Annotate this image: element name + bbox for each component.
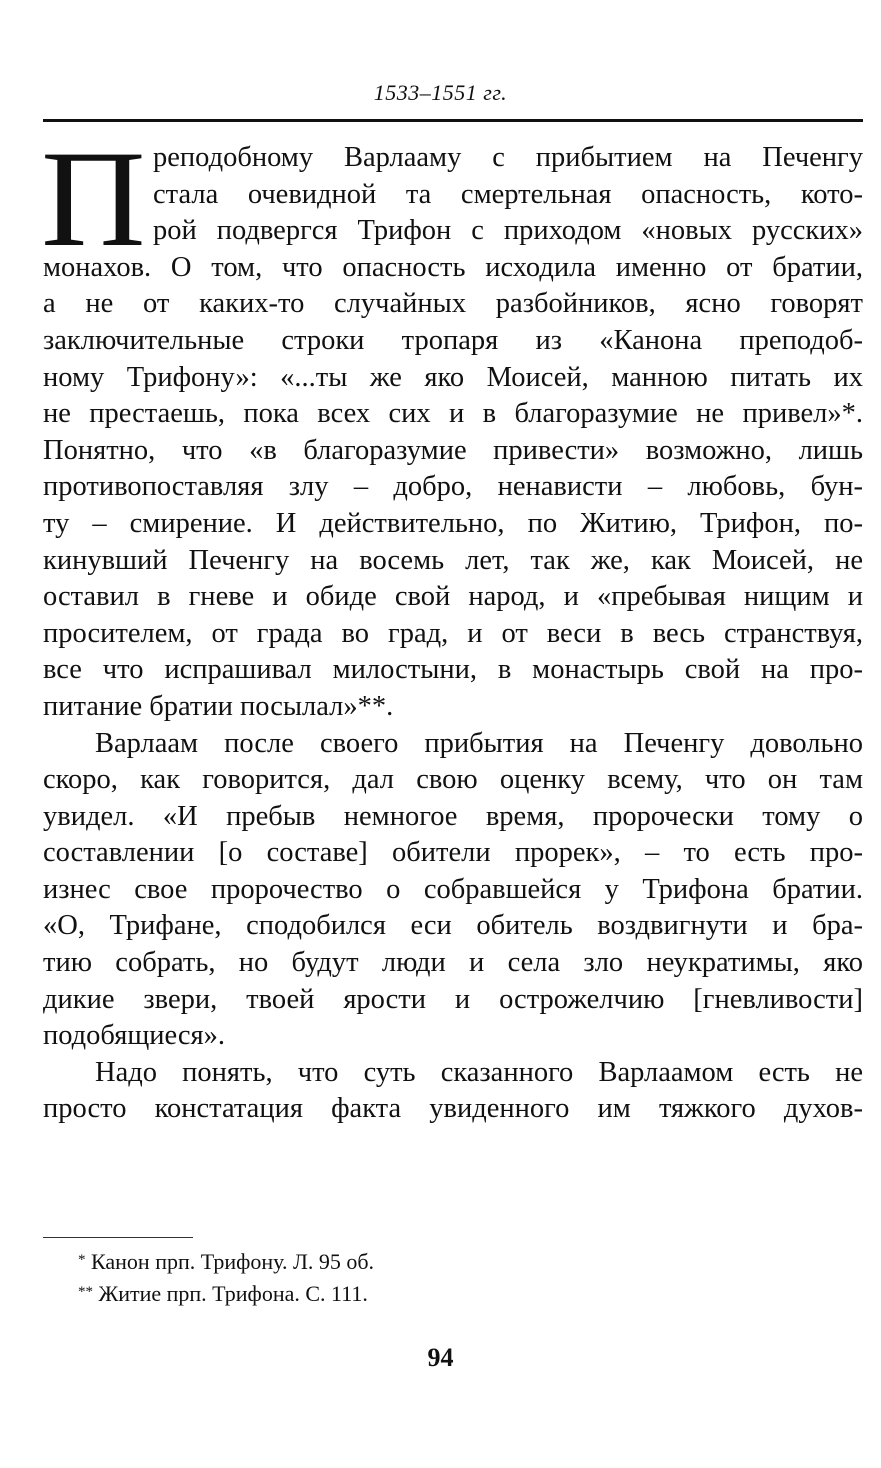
- text-line: Надо понять, что суть сказанного Варлаамом есть не: [95, 1056, 863, 1088]
- text-line: все что испрашивал милостыни, в монастырь свой на про-: [43, 654, 863, 686]
- header-rule: [43, 119, 863, 122]
- text-line: просителем, от града во град, и от веси в весь странствуя,: [43, 617, 863, 649]
- text-line: изнес свое пророчество о собравшейся у Трифона братии.: [43, 873, 863, 905]
- text-line: противопоставляя злу – добро, ненависти – любовь, бун-: [43, 471, 863, 503]
- text-line: скоро, как говорится, дал свою оценку всему, что он там: [43, 764, 863, 796]
- footnote-mark: **: [78, 1284, 93, 1300]
- text-line: составлении [о составе] обители прорек», – то есть про-: [43, 837, 863, 869]
- text-line: кинувший Печенгу на восемь лет, так же, как Моисей, не: [43, 544, 863, 576]
- text-line: реподобному Варлааму с прибытием на Печенгу: [153, 142, 863, 173]
- page-number: 94: [427, 1343, 454, 1372]
- footnote-rule: [43, 1237, 193, 1238]
- footnote: [78, 1246, 374, 1278]
- text-line: заключительные строки тропаря из «Канона преподоб-: [43, 324, 863, 356]
- text-line: а не от каких-то случайных разбойников, ясно говорят: [43, 288, 863, 320]
- footnotes: [78, 1246, 374, 1310]
- text-line: Понятно, что «в благоразумие привести» возможно, лишь: [43, 434, 863, 466]
- text-line: тию собрать, но будут люди и села зло неукратимы, яко: [43, 947, 863, 979]
- text-line: Варлаам после своего прибытия на Печенгу довольно: [95, 727, 863, 759]
- text-line: рой подвергся Трифон с приходом «новых русских»: [153, 215, 863, 247]
- text-line: подобящиеся».: [43, 1020, 226, 1052]
- footnote-text: Канон прп. Трифону. Л. 95 об.: [91, 1249, 375, 1274]
- text-line: монахов. О том, что опасность исходила именно от братии,: [43, 251, 863, 283]
- text-line: не престаешь, пока всех сих и в благоразумие не привел»*.: [43, 398, 863, 430]
- footnote: [78, 1278, 374, 1310]
- text-line: оставил в гневе и обиде свой народ, и «пребывая нищим и: [43, 581, 863, 613]
- text-line: ту – смирение. И действительно, по Житию, Трифон, по-: [43, 507, 863, 539]
- text-line: дикие звери, твоей ярости и острожелчию [гневливости]: [43, 983, 863, 1015]
- footnote-mark: *: [78, 1252, 86, 1268]
- text-line: просто констатация факта увиденного им тяжкого духов-: [43, 1093, 863, 1125]
- running-head: 1533–1551 гг.: [373, 80, 508, 105]
- text-line: ному Трифону»: «...ты же яко Моисей, манною питать их: [43, 361, 863, 393]
- text-line: питание братии посылал»**.: [43, 690, 394, 722]
- text-line: стала очевидной та смертельная опасность, кото-: [153, 178, 863, 210]
- drop-cap: П: [41, 122, 146, 275]
- footnote-text: Житие прп. Трифона. С. 111.: [98, 1281, 368, 1306]
- text-line: «О, Трифане, сподобился еси обитель воздвигнути и бра-: [43, 910, 863, 942]
- main-text: [41, 122, 863, 1128]
- text-line: увидел. «И пребыв немногое время, пророчески тому о: [43, 800, 863, 832]
